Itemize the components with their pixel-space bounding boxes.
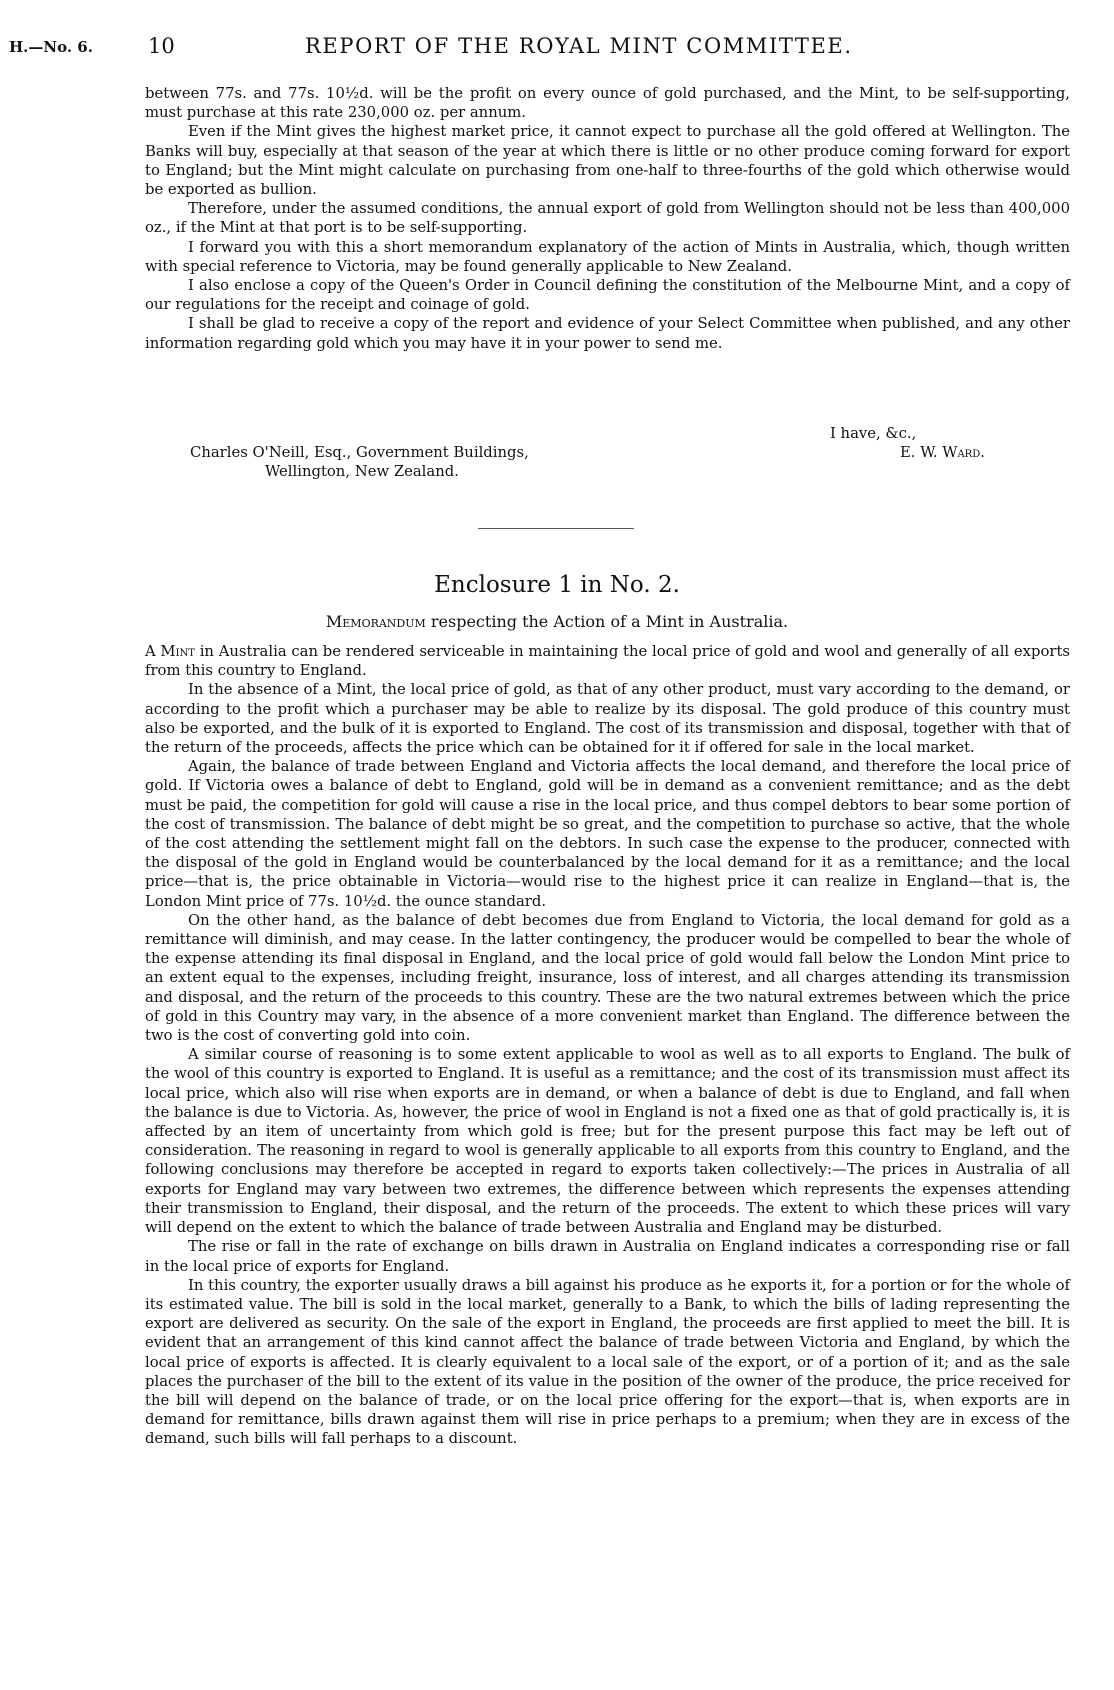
memo-paragraph: In the absence of a Mint, the local price of gold, as that of any other product, must vary according to the demand, or according to the profit which a purchaser may be able to realize by its disposal. The gold produce of this country must also be exported, and the bulk of it is exported to England. The cost of its transmission and disposal, together with that of the return of the proceeds, affects the price which can be obtained for it if offered for sale in the local market. — [145, 681, 1070, 757]
memorandum-label: Memorandum — [325, 612, 426, 631]
letter-paragraph: I shall be glad to receive a copy of the report and evidence of your Select Committee when published, and any other information regarding gold which you may have it in your power to send me. — [145, 315, 1070, 352]
enclosure-title: Enclosure 1 in No. 2. — [434, 572, 680, 598]
memo-paragraph: A similar course of reasoning is to some extent applicable to wool as well as to all exports to England. The bulk of the wool of this country is exported to England. It is useful as a remittance; and the cost of its transmission must affect its local price, which also will rise when exports are in demand, or when a balance of debt is due to England, and fall when the balance is due to Victoria. As, however, the price of wool in England is not a fixed one as that of gold practically is, it is affected by an item of uncertainty from which gold is free; but for the present purpose this fact may be left out of consideration. The reasoning in regard to wool is generally applicable to all exports from this country to England, and the following conclusions may therefore be accepted in regard to exports taken collectively:—The prices in Australia of all exports for England may vary between two extremes, the difference between which represents the expenses attending their transmission to England, their disposal, and the return of the proceeds. The extent to which these prices will vary will depend on the extent to which the balance of trade between Australia and England may be disturbed. — [145, 1046, 1070, 1237]
addressee-line: Wellington, New Zealand. — [265, 463, 459, 481]
memo-paragraph-text: in Australia can be rendered serviceable in maintaining the local price of gold and wool and generally of all exports from this country to England. — [145, 643, 1070, 680]
memorandum-subtitle: respecting the Action of a Mint in Australia. — [430, 612, 789, 631]
memo-paragraph: In this country, the exporter usually draws a bill against his produce as he exports it, for a portion or for the whole of its estimated value. The bill is sold in the local market, generally to a Bank, to which the bills of lading representing the export are delivered as security. On the sale of the export in England, the proceeds are first applied to meet the bill. It is evident that an arrangement of this kind cannot affect the balance of trade between Victoria and England, by which the local price of exports is affected. It is clearly equivalent to a local sale of the export, or of a portion of it; and as the sale places the purchaser of the bill to the extent of its value in the position of the owner of the produce, the price received for the bill will depend on the balance of trade, or on the local price offering for the export—that is, when exports are in demand for remittance, bills drawn against them will rise in price perhaps to a premium; when they are in excess of the demand, such bills will fall perhaps to a discount. — [145, 1276, 1070, 1448]
memo-paragraph: The rise or fall in the rate of exchange on bills drawn in Australia on England indicates a corresponding rise or fall in the local price of exports for England. — [145, 1238, 1070, 1275]
letter-paragraph: between 77s. and 77s. 10½d. will be the profit on every ounce of gold purchased, and the Mint, to be self-supporting, must purchase at this rate 230,000 oz. per annum. — [145, 85, 1070, 122]
addressee-line: Charles O'Neill, Esq., Government Buildings, — [190, 444, 529, 461]
page-number: 10 — [148, 34, 175, 58]
section-divider — [478, 528, 634, 529]
memo-paragraph: On the other hand, as the balance of debt becomes due from England to Victoria, the local demand for gold as a remittance will diminish, and may cease. In the latter contingency, the producer would be compelled to bear the whole of the expense attending its final disposal in England, and the local price of gold would fall below the London Mint price to an extent equal to the expenses, including freight, insurance, loss of interest, and all charges attending its transmission and disposal, and the return of the proceeds to this country. These are the two natural extremes between which the price of gold in this Country may vary, in the absence of a more convenient market than England. The difference between the two is the cost of converting gold into coin. — [145, 911, 1070, 1045]
lead-word: A Mint — [145, 643, 195, 660]
letter-paragraph: I also enclose a copy of the Queen's Order in Council defining the constitution of the Melbourne Mint, and a copy of our regulations for the receipt and coinage of gold. — [145, 277, 1070, 314]
memorandum-heading — [0, 612, 1114, 631]
letter-body — [145, 84, 1070, 353]
letter-paragraph: Therefore, under the assumed conditions, the annual export of gold from Wellington should not be less than 400,000 oz., if the Mint at that port is to be self-supporting. — [145, 200, 1070, 237]
running-title: REPORT OF THE ROYAL MINT COMMITTEE. — [305, 34, 853, 58]
memo-paragraph: Again, the balance of trade between England and Victoria affects the local demand, and therefore the local price of gold. If Victoria owes a balance of debt to England, gold will be in demand as a convenient remittance; and as the debt must be paid, the competition for gold will cause a rise in the local price, and thus compel debtors to bear some portion of the cost of transmission. The balance of debt might be so great, and the competition to purchase so active, that the whole of the cost attending the settlement might fall on the debtors. In such case the expense to the producer, connected with the disposal of the gold in England would be counterbalanced by the local demand for it as a remittance; and the local price—that is, the price obtainable in Victoria—would rise to the highest price it can realize in England—that is, the London Mint price of 77s. 10½d. the ounce standard. — [145, 758, 1070, 910]
addressee-block — [190, 443, 529, 481]
closing-phrase: I have, &c., — [830, 425, 917, 442]
letter-signoff — [830, 424, 985, 462]
signature: E. W. Ward. — [900, 444, 985, 462]
letter-paragraph: Even if the Mint gives the highest market price, it cannot expect to purchase all the gold offered at Wellington. The Banks will buy, especially at that season of the year at which there is little or no other produce coming forward for export to England; but the Mint might calculate on purchasing from one-half to three-fourths of the gold which otherwise would be exported as bullion. — [145, 123, 1070, 199]
sheet-reference: H.—No. 6. — [9, 38, 93, 56]
page-header — [0, 32, 1114, 62]
letter-paragraph: I forward you with this a short memorandum explanatory of the action of Mints in Australia, which, though written with special reference to Victoria, may be found generally applicable to New Zealand. — [145, 238, 1070, 275]
memorandum-body — [145, 642, 1070, 1449]
memo-paragraph — [145, 642, 1070, 680]
